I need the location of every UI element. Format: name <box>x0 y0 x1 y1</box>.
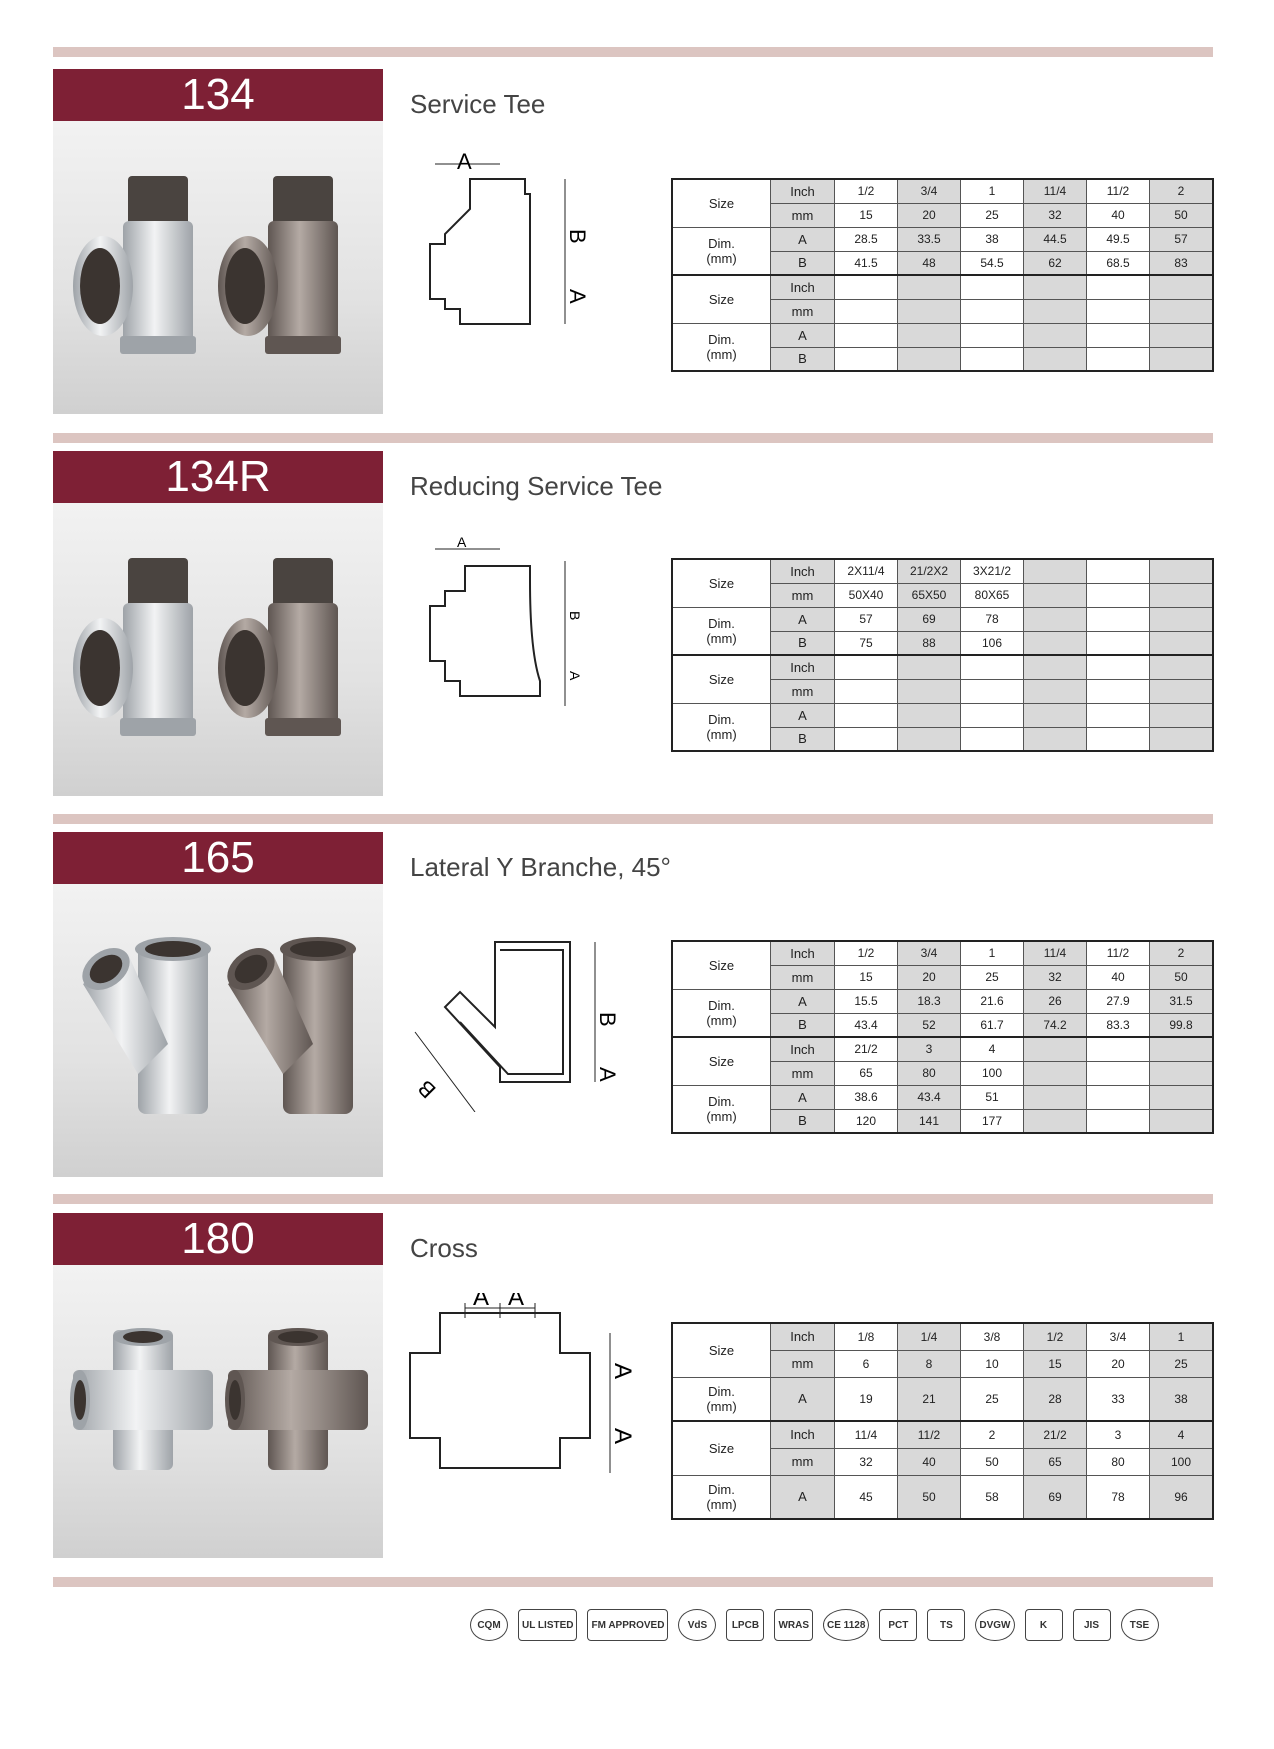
table-cell <box>961 275 1024 299</box>
table-cell: 3/4 <box>898 941 961 965</box>
table-cell: 68.5 <box>1087 251 1150 275</box>
table-cell <box>898 679 961 703</box>
table-cell: 3 <box>1087 1421 1150 1448</box>
table-cell <box>961 679 1024 703</box>
dim-label-a: A <box>609 1363 635 1380</box>
row-label-mm: mm <box>771 965 835 989</box>
table-cell: 57 <box>835 607 898 631</box>
table-cell <box>835 727 898 751</box>
table-cell <box>1024 559 1087 583</box>
table-cell: 3 <box>898 1037 961 1061</box>
row-label-mm: mm <box>771 1061 835 1085</box>
product-code: 165 <box>53 832 383 884</box>
table-cell: 25 <box>961 203 1024 227</box>
table-cell: 1/2 <box>1024 1323 1087 1350</box>
table-cell: 15 <box>835 965 898 989</box>
galvanized-fitting-image <box>68 1325 218 1480</box>
row-label-a: A <box>771 703 835 727</box>
product-code: 180 <box>53 1213 383 1265</box>
row-label-a: A <box>771 607 835 631</box>
row-label-mm: mm <box>771 203 835 227</box>
table-cell <box>1087 299 1150 323</box>
table-cell <box>1087 679 1150 703</box>
certification-logo: CQM <box>470 1609 508 1641</box>
row-label-mm: mm <box>771 1448 835 1475</box>
dim-label-b: B <box>412 1075 441 1104</box>
black-fitting-image <box>213 161 363 366</box>
row-label-mm: mm <box>771 583 835 607</box>
table-cell: 75 <box>835 631 898 655</box>
dim-label: Dim. (mm) <box>672 227 771 275</box>
certification-logo: FM APPROVED <box>587 1609 668 1641</box>
dim-label-a: A <box>595 1067 620 1082</box>
table-cell <box>1150 583 1214 607</box>
size-label: Size <box>672 559 771 607</box>
table-cell: 40 <box>1087 965 1150 989</box>
product-photo <box>53 884 383 1177</box>
table-cell: 10 <box>961 1350 1024 1377</box>
table-cell: 11/2 <box>1087 179 1150 203</box>
table-cell <box>1087 559 1150 583</box>
table-cell: 38.6 <box>835 1085 898 1109</box>
row-label-mm: mm <box>771 679 835 703</box>
technical-drawing <box>405 912 645 1142</box>
table-cell <box>1024 679 1087 703</box>
row-label-b: B <box>771 347 835 371</box>
certification-logo: VdS <box>678 1609 716 1641</box>
dimension-table <box>671 178 1214 372</box>
certification-logo: UL LISTED <box>518 1609 577 1641</box>
divider-bar <box>53 1194 1213 1204</box>
table-cell: 141 <box>898 1109 961 1133</box>
table-cell: 1 <box>1150 1323 1214 1350</box>
table-cell <box>835 655 898 679</box>
table-cell <box>1150 703 1214 727</box>
row-label-inch: Inch <box>771 1323 835 1350</box>
table-cell: 80 <box>898 1061 961 1085</box>
table-cell: 1/2 <box>835 179 898 203</box>
table-cell <box>1087 323 1150 347</box>
table-cell <box>961 347 1024 371</box>
technical-drawing <box>405 149 645 379</box>
table-cell <box>1087 703 1150 727</box>
table-cell <box>898 299 961 323</box>
size-label: Size <box>672 941 771 989</box>
table-cell <box>1150 655 1214 679</box>
dim-label-a: A <box>609 1428 635 1445</box>
table-cell: 62 <box>1024 251 1087 275</box>
row-label-inch: Inch <box>771 1421 835 1448</box>
product-code: 134 <box>53 69 383 121</box>
table-cell: 32 <box>1024 203 1087 227</box>
table-cell <box>961 299 1024 323</box>
table-cell: 26 <box>1024 989 1087 1013</box>
black-fitting-image <box>213 924 373 1129</box>
product-title: Lateral Y Branche, 45° <box>410 852 671 882</box>
table-cell: 100 <box>961 1061 1024 1085</box>
size-label: Size <box>672 275 771 323</box>
dim-label-a: A <box>473 1293 490 1311</box>
product-title: Service Tee <box>410 89 546 119</box>
size-label: Size <box>672 1037 771 1085</box>
table-cell <box>1024 1061 1087 1085</box>
table-cell: 20 <box>898 203 961 227</box>
table-cell: 43.4 <box>898 1085 961 1109</box>
galvanized-fitting-image <box>68 161 218 366</box>
table-cell: 1/8 <box>835 1323 898 1350</box>
row-label-a: A <box>771 1085 835 1109</box>
product-title: Reducing Service Tee <box>410 471 663 501</box>
certification-logo: TS <box>927 1609 965 1641</box>
table-cell <box>1024 275 1087 299</box>
table-cell: 31.5 <box>1150 989 1214 1013</box>
table-cell: 15 <box>835 203 898 227</box>
table-cell <box>898 323 961 347</box>
table-cell: 11/4 <box>1024 179 1087 203</box>
divider-bar <box>53 47 1213 57</box>
black-fitting-image <box>223 1325 373 1480</box>
table-cell: 50 <box>898 1475 961 1519</box>
table-cell: 120 <box>835 1109 898 1133</box>
row-label-b: B <box>771 727 835 751</box>
table-cell <box>835 703 898 727</box>
table-cell: 21/2X2 <box>898 559 961 583</box>
table-cell: 18.3 <box>898 989 961 1013</box>
table-cell <box>1087 1061 1150 1085</box>
table-cell <box>1150 607 1214 631</box>
certification-logo: WRAS <box>774 1609 813 1641</box>
table-cell: 21/2 <box>1024 1421 1087 1448</box>
table-cell <box>1087 727 1150 751</box>
table-cell: 49.5 <box>1087 227 1150 251</box>
table-cell <box>1150 275 1214 299</box>
table-cell: 21 <box>898 1377 961 1421</box>
dimension-table <box>671 558 1214 752</box>
table-cell: 50X40 <box>835 583 898 607</box>
table-cell: 19 <box>835 1377 898 1421</box>
dim-label-a: A <box>508 1293 525 1311</box>
row-label-inch: Inch <box>771 559 835 583</box>
table-cell: 177 <box>961 1109 1024 1133</box>
table-cell: 38 <box>961 227 1024 251</box>
dim-label: Dim. (mm) <box>672 607 771 655</box>
table-cell: 83 <box>1150 251 1214 275</box>
table-cell: 25 <box>1150 1350 1214 1377</box>
table-cell <box>898 655 961 679</box>
technical-drawing <box>405 1293 645 1523</box>
table-cell <box>835 299 898 323</box>
table-cell <box>835 679 898 703</box>
certification-logo: LPCB <box>726 1609 764 1641</box>
table-cell: 3/8 <box>961 1323 1024 1350</box>
table-cell: 43.4 <box>835 1013 898 1037</box>
row-label-a: A <box>771 989 835 1013</box>
table-cell: 1/4 <box>898 1323 961 1350</box>
table-cell: 48 <box>898 251 961 275</box>
divider-bar <box>53 1577 1213 1587</box>
table-cell <box>898 275 961 299</box>
table-cell: 2 <box>961 1421 1024 1448</box>
table-cell <box>1024 727 1087 751</box>
table-cell: 3/4 <box>898 179 961 203</box>
table-cell: 6 <box>835 1350 898 1377</box>
table-cell: 28.5 <box>835 227 898 251</box>
row-label-a: A <box>771 1475 835 1519</box>
dim-label-a: A <box>457 534 467 550</box>
technical-drawing <box>405 531 645 761</box>
row-label-inch: Inch <box>771 655 835 679</box>
table-cell <box>1087 607 1150 631</box>
table-cell <box>1087 631 1150 655</box>
table-cell <box>1150 559 1214 583</box>
table-cell: 25 <box>961 1377 1024 1421</box>
table-cell: 11/4 <box>1024 941 1087 965</box>
table-cell: 54.5 <box>961 251 1024 275</box>
table-cell: 74.2 <box>1024 1013 1087 1037</box>
table-cell: 78 <box>1087 1475 1150 1519</box>
dim-label-a: A <box>457 149 472 174</box>
certification-logos <box>470 1605 1159 1645</box>
table-cell <box>898 727 961 751</box>
table-cell: 15.5 <box>835 989 898 1013</box>
table-cell: 33.5 <box>898 227 961 251</box>
table-cell: 83.3 <box>1087 1013 1150 1037</box>
table-cell: 52 <box>898 1013 961 1037</box>
row-label-b: B <box>771 1109 835 1133</box>
table-cell <box>1024 1037 1087 1061</box>
table-cell: 20 <box>1087 1350 1150 1377</box>
divider-bar <box>53 433 1213 443</box>
galvanized-fitting-image <box>68 543 218 748</box>
table-cell: 44.5 <box>1024 227 1087 251</box>
table-cell <box>835 275 898 299</box>
dim-label: Dim. (mm) <box>672 1085 771 1133</box>
table-cell <box>1024 299 1087 323</box>
galvanized-fitting-image <box>68 924 228 1129</box>
table-cell: 106 <box>961 631 1024 655</box>
table-cell <box>1024 583 1087 607</box>
table-cell: 100 <box>1150 1448 1214 1475</box>
row-label-b: B <box>771 251 835 275</box>
table-cell: 69 <box>898 607 961 631</box>
table-cell: 78 <box>961 607 1024 631</box>
dim-label-a: A <box>567 671 583 681</box>
table-cell <box>1087 583 1150 607</box>
black-fitting-image <box>213 543 363 748</box>
table-cell: 99.8 <box>1150 1013 1214 1037</box>
table-cell: 80X65 <box>961 583 1024 607</box>
product-photo <box>53 1265 383 1558</box>
table-cell: 33 <box>1087 1377 1150 1421</box>
table-cell: 65 <box>835 1061 898 1085</box>
table-cell: 4 <box>1150 1421 1214 1448</box>
divider-bar <box>53 814 1213 824</box>
table-cell: 32 <box>1024 965 1087 989</box>
product-code: 134R <box>53 451 383 503</box>
table-cell: 40 <box>1087 203 1150 227</box>
dim-label-b: B <box>567 611 583 621</box>
table-cell: 11/2 <box>1087 941 1150 965</box>
product-title: Cross <box>410 1233 478 1263</box>
table-cell: 15 <box>1024 1350 1087 1377</box>
size-label: Size <box>672 1323 771 1377</box>
dimension-table <box>671 940 1214 1134</box>
table-cell: 4 <box>961 1037 1024 1061</box>
table-cell: 28 <box>1024 1377 1087 1421</box>
table-cell <box>1087 655 1150 679</box>
table-cell <box>1150 679 1214 703</box>
dimension-table <box>671 1322 1214 1520</box>
dim-label: Dim. (mm) <box>672 1475 771 1519</box>
row-label-a: A <box>771 227 835 251</box>
table-cell: 1/2 <box>835 941 898 965</box>
table-cell: 50 <box>1150 203 1214 227</box>
table-cell: 88 <box>898 631 961 655</box>
row-label-mm: mm <box>771 299 835 323</box>
table-cell <box>898 703 961 727</box>
table-cell: 3/4 <box>1087 1323 1150 1350</box>
size-label: Size <box>672 179 771 227</box>
certification-logo: TSE <box>1121 1609 1159 1641</box>
dim-label-b: B <box>595 1012 620 1027</box>
table-cell <box>961 703 1024 727</box>
product-photo <box>53 121 383 414</box>
row-label-inch: Inch <box>771 941 835 965</box>
table-cell: 50 <box>961 1448 1024 1475</box>
table-cell: 41.5 <box>835 251 898 275</box>
table-cell <box>1024 323 1087 347</box>
dim-label-b: B <box>565 229 590 244</box>
table-cell: 2 <box>1150 179 1214 203</box>
table-cell: 27.9 <box>1087 989 1150 1013</box>
table-cell: 1 <box>961 941 1024 965</box>
table-cell: 51 <box>961 1085 1024 1109</box>
table-cell <box>1024 347 1087 371</box>
size-label: Size <box>672 655 771 703</box>
table-cell <box>835 323 898 347</box>
table-cell: 21/2 <box>835 1037 898 1061</box>
row-label-a: A <box>771 323 835 347</box>
table-cell <box>1024 607 1087 631</box>
dim-label: Dim. (mm) <box>672 1377 771 1421</box>
product-photo <box>53 503 383 796</box>
row-label-b: B <box>771 631 835 655</box>
table-cell: 25 <box>961 965 1024 989</box>
table-cell <box>1150 299 1214 323</box>
table-cell <box>1087 275 1150 299</box>
dim-label: Dim. (mm) <box>672 703 771 751</box>
row-label-inch: Inch <box>771 275 835 299</box>
table-cell: 20 <box>898 965 961 989</box>
table-cell <box>1150 1061 1214 1085</box>
table-cell <box>1150 727 1214 751</box>
row-label-inch: Inch <box>771 1037 835 1061</box>
table-cell <box>1150 323 1214 347</box>
dim-label-a: A <box>565 289 590 304</box>
table-cell <box>1150 1037 1214 1061</box>
table-cell <box>1087 1085 1150 1109</box>
certification-logo: JIS <box>1073 1609 1111 1641</box>
certification-logo: K <box>1025 1609 1063 1641</box>
row-label-a: A <box>771 1377 835 1421</box>
row-label-b: B <box>771 1013 835 1037</box>
table-cell: 65X50 <box>898 583 961 607</box>
table-cell: 8 <box>898 1350 961 1377</box>
table-cell <box>1150 631 1214 655</box>
certification-logo: CE 1128 <box>823 1609 869 1641</box>
table-cell: 11/2 <box>898 1421 961 1448</box>
table-cell: 50 <box>1150 965 1214 989</box>
table-cell <box>1024 703 1087 727</box>
size-label: Size <box>672 1421 771 1475</box>
table-cell: 3X21/2 <box>961 559 1024 583</box>
table-cell <box>1150 347 1214 371</box>
dim-label: Dim. (mm) <box>672 989 771 1037</box>
table-cell: 1 <box>961 179 1024 203</box>
table-cell: 2 <box>1150 941 1214 965</box>
table-cell: 38 <box>1150 1377 1214 1421</box>
table-cell <box>1024 655 1087 679</box>
table-cell: 32 <box>835 1448 898 1475</box>
table-cell <box>1087 347 1150 371</box>
table-cell: 57 <box>1150 227 1214 251</box>
table-cell: 45 <box>835 1475 898 1519</box>
table-cell: 61.7 <box>961 1013 1024 1037</box>
row-label-inch: Inch <box>771 179 835 203</box>
table-cell: 69 <box>1024 1475 1087 1519</box>
table-cell <box>1024 631 1087 655</box>
table-cell: 96 <box>1150 1475 1214 1519</box>
table-cell: 58 <box>961 1475 1024 1519</box>
table-cell <box>898 347 961 371</box>
table-cell: 65 <box>1024 1448 1087 1475</box>
table-cell: 21.6 <box>961 989 1024 1013</box>
table-cell <box>1024 1109 1087 1133</box>
certification-logo: PCT <box>879 1609 917 1641</box>
table-cell: 40 <box>898 1448 961 1475</box>
table-cell <box>1024 1085 1087 1109</box>
dim-label: Dim. (mm) <box>672 323 771 371</box>
table-cell: 80 <box>1087 1448 1150 1475</box>
table-cell: 11/4 <box>835 1421 898 1448</box>
table-cell <box>1150 1109 1214 1133</box>
table-cell <box>1087 1037 1150 1061</box>
table-cell: 2X11/4 <box>835 559 898 583</box>
table-cell <box>835 347 898 371</box>
table-cell <box>961 655 1024 679</box>
table-cell <box>961 727 1024 751</box>
table-cell <box>961 323 1024 347</box>
certification-logo: DVGW <box>975 1609 1014 1641</box>
row-label-mm: mm <box>771 1350 835 1377</box>
table-cell <box>1087 1109 1150 1133</box>
table-cell <box>1150 1085 1214 1109</box>
